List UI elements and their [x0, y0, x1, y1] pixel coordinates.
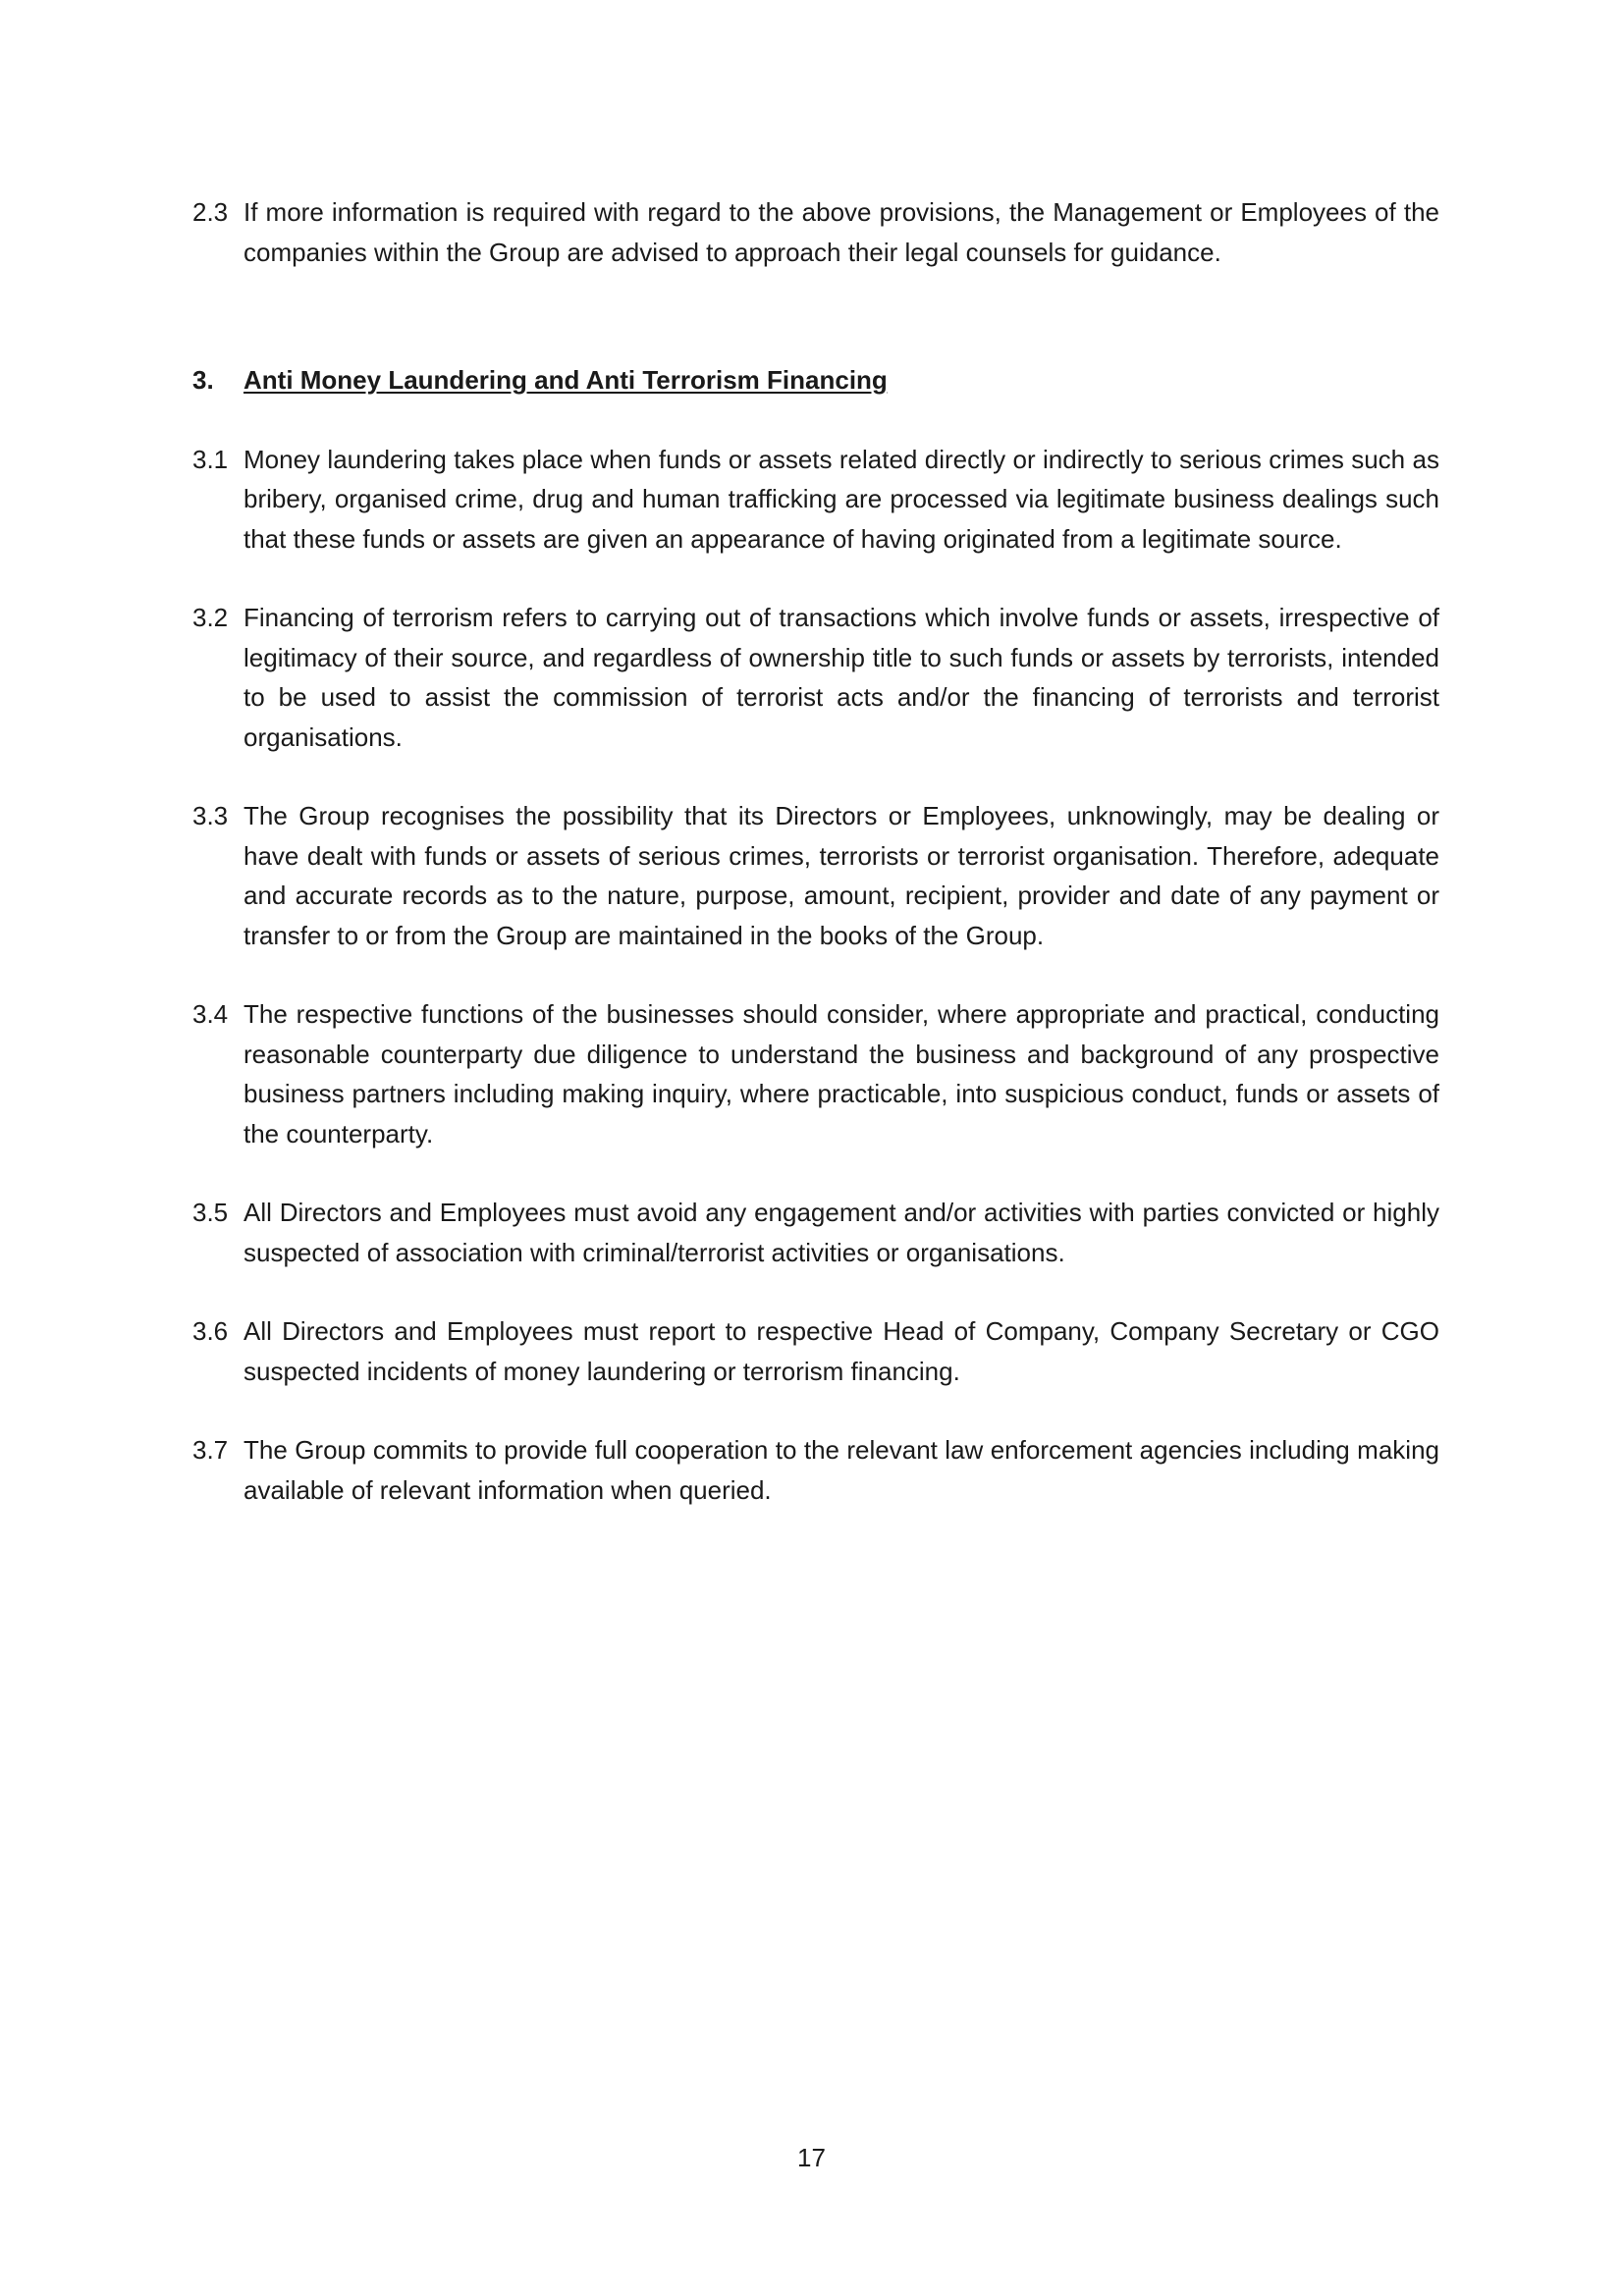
clause-text: Financing of terrorism refers to carrying out of transactions which involve funds or assets, irrespective of legitimacy of their source, and regardless of ownership title to such funds or assets by terrorists, intended to be used to assist the commission of terrorist acts and/or the financing of terrorists and terrorist organisations.	[243, 603, 1439, 752]
clause-number: 3.4	[192, 999, 229, 1029]
clause-3-2	[192, 598, 1439, 757]
clause-number: 2.3	[192, 197, 229, 227]
clause-number: 3.2	[192, 603, 229, 632]
clause-3-6	[192, 1311, 1439, 1391]
clause-text: Money laundering takes place when funds or assets related directly or indirectly to serious crimes such as bribery, organised crime, drug and human trafficking are processed via legitimate business dealings such that these funds or assets are given an appearance of having originated from a legitimate source.	[243, 444, 1439, 554]
clause-2-3	[192, 192, 1439, 272]
clause-text: All Directors and Employees must avoid any engagement and/or activities with parties convicted or highly suspected of association with criminal/terrorist activities or organisations.	[243, 1198, 1439, 1267]
clause-3-3	[192, 796, 1439, 955]
clause-number: 3.6	[192, 1316, 229, 1346]
page-number: 17	[797, 2143, 826, 2172]
clause-text: The respective functions of the businesses should consider, where appropriate and practical, conducting reasonable counterparty due diligence to understand the business and background of any prospective business partners including making inquiry, where practicable, into suspicious conduct, funds or assets of the counterparty.	[243, 999, 1439, 1148]
section-number: 3.	[192, 365, 214, 395]
clause-text: The Group commits to provide full cooperation to the relevant law enforcement agencies including making available of relevant information when queried.	[243, 1435, 1439, 1505]
clause-number: 3.3	[192, 801, 229, 830]
clause-3-4	[192, 994, 1439, 1153]
clause-number: 3.1	[192, 444, 229, 474]
clause-3-7	[192, 1430, 1439, 1510]
clause-3-5	[192, 1193, 1439, 1272]
section-heading	[192, 360, 1439, 400]
clause-number: 3.5	[192, 1198, 229, 1227]
clause-3-1	[192, 440, 1439, 560]
section-title: Anti Money Laundering and Anti Terrorism Financing	[243, 365, 888, 395]
clause-number: 3.7	[192, 1435, 229, 1465]
clause-text: All Directors and Employees must report to respective Head of Company, Company Secretary or CGO suspected incidents of money laundering or terrorism financing.	[243, 1316, 1439, 1386]
clause-text: If more information is required with regard to the above provisions, the Management or Employees of the companies within the Group are advised to approach their legal counsels for guidance.	[243, 197, 1439, 267]
clause-text: The Group recognises the possibility that its Directors or Employees, unknowingly, may be dealing or have dealt with funds or assets of serious crimes, terrorists or terrorist organisation. Therefore, adequate and accurate records as to the nature, purpose, amount, recipient, provider and date of any payment or transfer to or from the Group are maintained in the books of the Group.	[243, 801, 1439, 950]
page-content	[192, 192, 1439, 1510]
